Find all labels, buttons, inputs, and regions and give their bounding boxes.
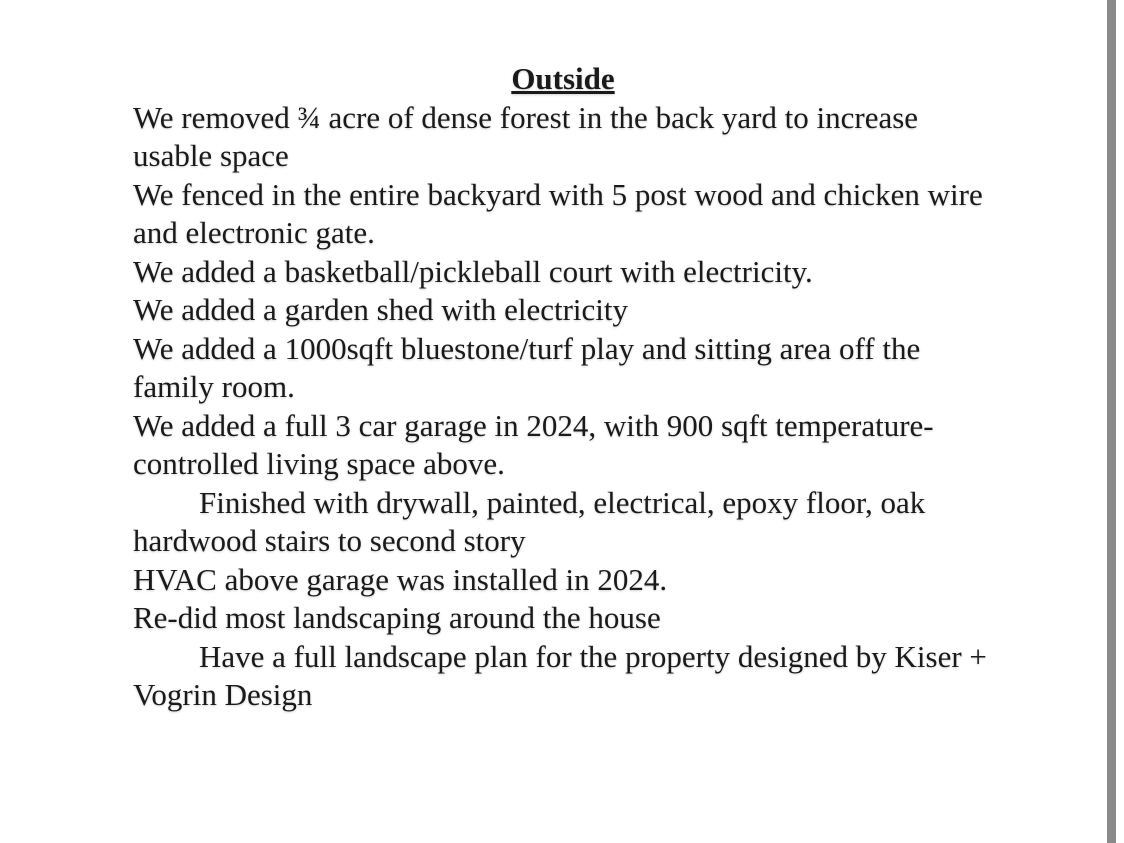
paragraph-bluestone: We added a 1000sqft bluestone/turf play and sitting area off the family room.	[133, 330, 921, 404]
paragraph-landscape-plan: Have a full landscape plan for the property designed by Kiser + Vogrin Design	[133, 638, 987, 712]
paragraph-forest-removal: We removed ¾ acre of dense forest in the back yard to increase usable space	[133, 99, 919, 173]
section-heading: Outside	[511, 61, 615, 96]
paragraph-garage: We added a full 3 car garage in 2024, with 900 sqft temperature-controlled living space above.	[133, 407, 934, 481]
paragraph-garage-finish: Finished with drywall, painted, electrical, epoxy floor, oak hardwood stairs to second story	[133, 484, 926, 558]
paragraph-landscaping: Re-did most landscaping around the house	[133, 600, 661, 635]
paragraph-shed: We added a garden shed with electricity	[133, 292, 629, 327]
vertical-scrollbar[interactable]	[1106, 0, 1124, 843]
document-body	[133, 60, 993, 715]
paragraph-court: We added a basketball/pickleball court with electricity.	[133, 253, 813, 289]
paragraph-hvac: HVAC above garage was installed in 2024.	[133, 561, 668, 597]
paragraph-fence: We fenced in the entire backyard with 5 post wood and chicken wire and electronic gate.	[133, 176, 983, 250]
scrollbar-thumb[interactable]	[1107, 0, 1116, 843]
